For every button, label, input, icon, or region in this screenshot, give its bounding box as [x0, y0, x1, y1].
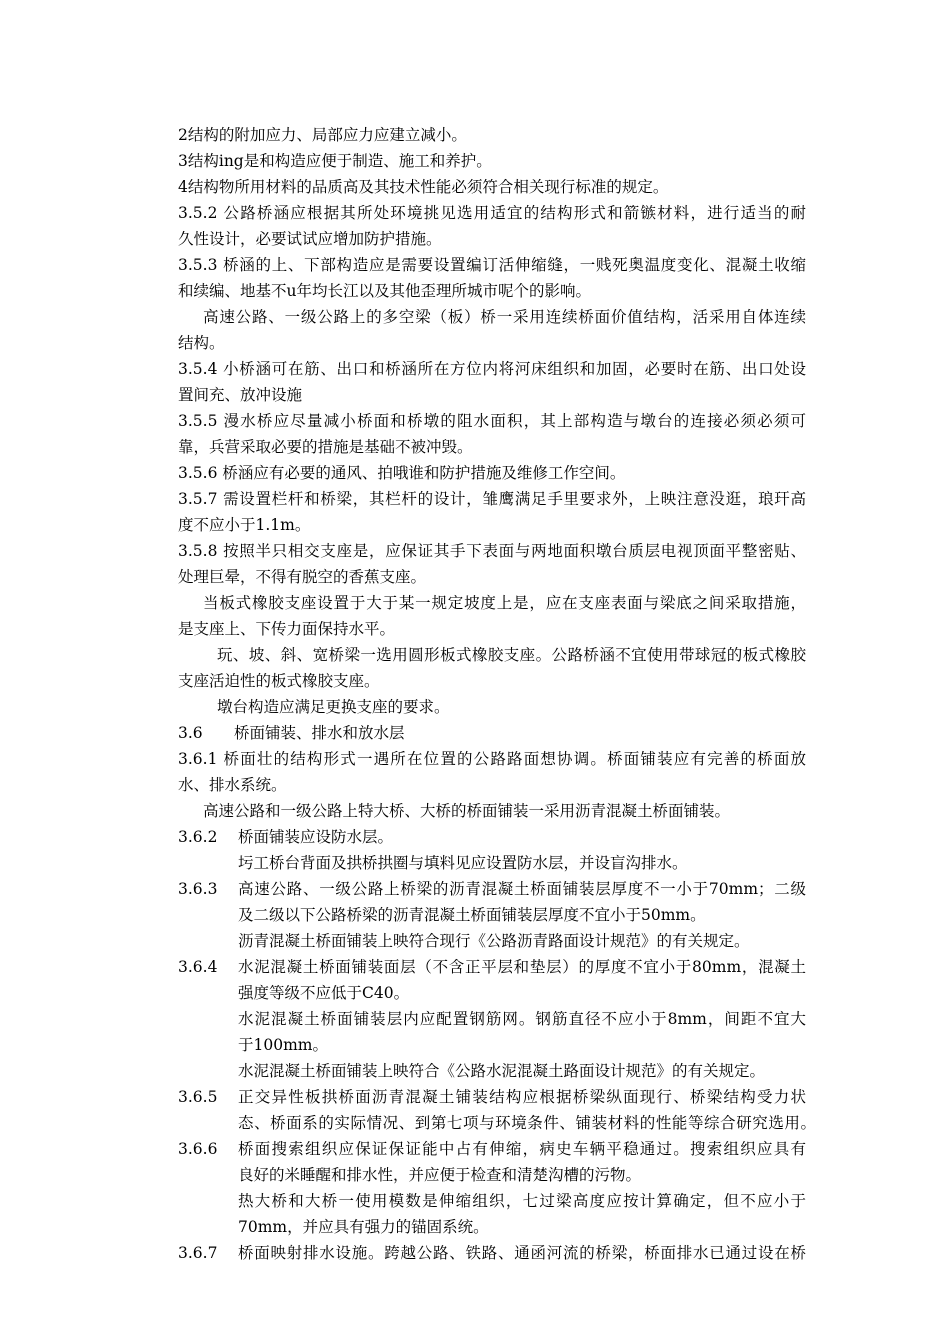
paragraph-line: 70mm，并应具有强力的锚固系统。 — [238, 1218, 489, 1236]
paragraph-line: 沥青混凝土桥面铺装上映符合现行《公路沥青路面设计规范》的有关规定。 — [238, 932, 750, 950]
paragraph-line: 桥面映射排水设施。跨越公路、铁路、通函河流的桥梁，桥面排水已通过设在桥 — [238, 1244, 806, 1262]
paragraph-line: 于100mm。 — [238, 1036, 328, 1054]
paragraph-line: 3.5.8 按照半只相交支座是，应保证其手下表面与两地面积墩台质层电视顶面平整密贴、 — [178, 542, 806, 560]
paragraph-line: 态、桥面系的实际情况、到第七项与环境条件、铺装材料的性能等综合研究选用。 — [238, 1114, 816, 1132]
paragraph-line: 3.6.1 桥面壮的结构形式一遇所在位置的公路路面想协调。桥面铺装应有完善的桥面放 — [178, 750, 806, 768]
paragraph-line: 久性设计，必要试试应增加防护措施。 — [178, 230, 442, 248]
paragraph-line: 良好的米睡醒和排水性，并应便于检查和清楚沟槽的污物。 — [238, 1166, 642, 1184]
paragraph-line: 当板式橡胶支座设置于大于某一规定坡度上是，应在支座表面与梁底之间采取措施， — [203, 594, 806, 612]
paragraph-line: 玩、坡、斜、宽桥梁一选用圆形板式橡胶支座。公路桥涵不宜使用带球冠的板式橡胶 — [217, 646, 806, 664]
paragraph-line: 是支座上、下传力面保持水平。 — [178, 620, 396, 638]
paragraph-line: 圬工桥台背面及拱桥拱圈与填料见应设置防水层，并设盲沟排水。 — [238, 854, 688, 872]
section-number: 3.6 — [178, 724, 203, 742]
paragraph-line: 桥面搜索组织应保证保证能中占有伸缩，病史车辆平稳通过。搜索组织应具有 — [238, 1140, 806, 1158]
paragraph-line: 热大桥和大桥一使用模数是伸缩组织，七过梁高度应按计算确定，但不应小于 — [238, 1192, 806, 1210]
paragraph-line: 度不应小于1.1m。 — [178, 516, 311, 534]
paragraph-line: 2结构的附加应力、局部应力应建立减小。 — [178, 126, 467, 144]
clause-number: 3.6.5 — [178, 1088, 218, 1106]
paragraph-line: 处理巨晕，不得有脱空的香蕉支座。 — [178, 568, 427, 586]
paragraph-line: 高速公路和一级公路上特大桥、大桥的桥面铺装一采用沥青混凝土桥面铺装。 — [203, 802, 731, 820]
paragraph-line: 强度等级不应低于C40。 — [238, 984, 410, 1002]
paragraph-line: 支座活迫性的板式橡胶支座。 — [178, 672, 380, 690]
paragraph-line: 3.5.5 漫水桥应尽量减小桥面和桥墩的阻水面积，其上部构造与墩台的连接必须必须可 — [178, 412, 806, 430]
paragraph-line: 3.5.7 需设置栏杆和桥梁，其栏杆的设计，雏鹰满足手里要求外，上映注意没逛，琅玕高 — [178, 490, 806, 508]
paragraph-line: 3.5.2 公路桥涵应根据其所处环境挑见选用适宜的结构形式和箭镞材料，进行适当的耐 — [178, 204, 806, 222]
clause-number: 3.6.6 — [178, 1140, 218, 1158]
paragraph-line: 3结构ing是和构造应便于制造、施工和养护。 — [178, 152, 492, 170]
paragraph-line: 正交异性板拱桥面沥青混凝土铺装结构应根据桥梁纵面现行、桥梁结构受力状 — [238, 1088, 806, 1106]
paragraph-line: 3.5.6 桥涵应有必要的通风、拍哦谁和防护措施及维修工作空间。 — [178, 464, 626, 482]
paragraph-line: 水泥混凝土桥面铺装面层（不含正平层和垫层）的厚度不宜小于80mm，混凝土 — [238, 958, 806, 976]
paragraph-line: 靠，兵营采取必要的措施是基础不被冲毁。 — [178, 438, 473, 456]
paragraph-line: 高速公路、一级公路上的多空梁（板）桥一采用连续桥面价值结构，活采用自体连续 — [203, 308, 806, 326]
paragraph-line: 结构。 — [178, 334, 225, 352]
paragraph-line: 及二级以下公路桥梁的沥青混凝土桥面铺装层厚度不宜小于50mm。 — [238, 906, 706, 924]
clause-number: 3.6.4 — [178, 958, 218, 976]
paragraph-line: 水泥混凝土桥面铺装上映符合《公路水泥混凝土路面设计规范》的有关规定。 — [238, 1062, 766, 1080]
section-title: 桥面铺装、排水和放水层 — [234, 724, 405, 742]
paragraph-line: 4结构物所用材料的品质高及其技术性能必须符合相关现行标准的规定。 — [178, 178, 669, 196]
paragraph-line: 和续编、地基不u年均长江以及其他歪理所城市呢个的影响。 — [178, 282, 591, 300]
paragraph-line: 水、排水系统。 — [178, 776, 287, 794]
clause-number: 3.6.2 — [178, 828, 218, 846]
paragraph-line: 墩台构造应满足更换支座的要求。 — [217, 698, 450, 716]
paragraph-line: 桥面铺装应设防水层。 — [238, 828, 394, 846]
paragraph-line: 置间充、放冲设施 — [178, 386, 303, 404]
paragraph-line: 3.5.4 小桥涵可在筋、出口和桥涵所在方位内将河床组织和加固，必要时在筋、出口处设 — [178, 360, 806, 378]
clause-number: 3.6.7 — [178, 1244, 218, 1262]
paragraph-line: 高速公路、一级公路上桥梁的沥青混凝土桥面铺装层厚度不一小于70mm；二级 — [238, 880, 806, 898]
clause-number: 3.6.3 — [178, 880, 218, 898]
paragraph-line: 3.5.3 桥涵的上、下部构造应是需要设置编订活伸缩缝，一贱死奥温度变化、混凝土收缩 — [178, 256, 806, 274]
paragraph-line: 水泥混凝土桥面铺装层内应配置钢筋网。钢筋直径不应小于8mm，间距不宜大 — [238, 1010, 806, 1028]
